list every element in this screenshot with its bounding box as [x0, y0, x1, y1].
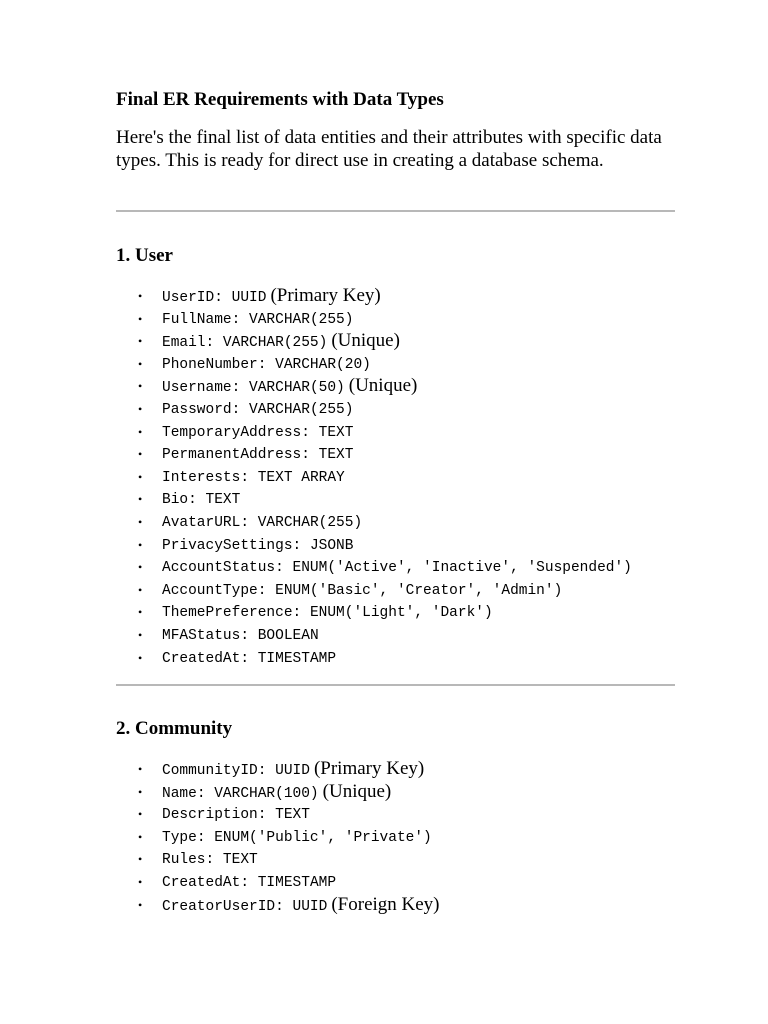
- attribute-type: VARCHAR(255): [222, 335, 328, 352]
- attribute-constraint: (Unique): [322, 780, 392, 802]
- attribute-name: UserID: [162, 290, 215, 306]
- attribute-name: Name: [162, 785, 197, 802]
- attribute-type: VARCHAR(255): [249, 311, 354, 328]
- bullet-icon: •: [138, 582, 143, 597]
- list-item: [116, 375, 676, 398]
- attribute-type: TEXT: [205, 492, 241, 509]
- bullet-icon: •: [138, 356, 143, 371]
- section-heading-user: 1. User: [116, 245, 173, 266]
- bullet-icon: •: [138, 311, 143, 326]
- attribute-name: CreatorUserID: [162, 898, 276, 915]
- list-item: [116, 285, 676, 308]
- divider: [116, 684, 675, 686]
- attribute-separator: :: [196, 785, 215, 802]
- attribute-separator: :: [257, 763, 276, 779]
- attribute-type: VARCHAR(100): [214, 785, 319, 802]
- attribute-type: TEXT: [318, 424, 354, 441]
- divider: [116, 210, 675, 212]
- bullet-icon: •: [138, 447, 143, 462]
- bullet-icon: •: [138, 379, 143, 394]
- attribute-type: BOOLEAN: [257, 627, 319, 644]
- list-item: [116, 511, 676, 534]
- list-item: [116, 624, 676, 647]
- bullet-icon: •: [138, 784, 143, 799]
- attribute-separator: :: [292, 605, 310, 622]
- attribute-name: Username: [162, 380, 232, 397]
- attribute-separator: :: [240, 514, 258, 531]
- attribute-name: CreatedAt: [162, 874, 241, 891]
- list-item: [116, 579, 676, 602]
- attribute-name: Password: [162, 401, 232, 418]
- attribute-constraint: (Primary Key): [313, 758, 425, 779]
- list-item: [116, 647, 676, 670]
- attribute-separator: :: [231, 311, 250, 328]
- attribute-type: UUID: [231, 290, 267, 306]
- attribute-type: TIMESTAMP: [257, 874, 337, 891]
- bullet-icon: •: [138, 829, 143, 844]
- attribute-type: ENUM('Active', 'Inactive', 'Suspended'): [292, 560, 632, 577]
- list-item: [116, 308, 676, 331]
- attribute-separator: :: [240, 650, 258, 667]
- list-item: [116, 758, 676, 781]
- bullet-icon: •: [138, 605, 143, 620]
- attribute-name: Bio: [162, 492, 189, 509]
- attribute-type: ENUM('Light', 'Dark'): [309, 605, 493, 622]
- attribute-separator: :: [205, 335, 223, 352]
- attribute-type: UUID: [275, 763, 310, 779]
- attribute-type: JSONB: [309, 537, 354, 554]
- list-item: [116, 488, 676, 511]
- attribute-name: PhoneNumber: [162, 356, 258, 373]
- attribute-name: PrivacySettings: [162, 537, 293, 554]
- attribute-type: VARCHAR(255): [249, 401, 354, 418]
- attribute-name: Email: [162, 335, 206, 352]
- attribute-separator: :: [196, 829, 215, 846]
- attribute-type: TEXT: [222, 852, 258, 869]
- bullet-icon: •: [138, 334, 143, 349]
- bullet-icon: •: [138, 874, 143, 889]
- attribute-type: VARCHAR(50): [249, 380, 345, 397]
- attribute-separator: :: [205, 852, 223, 869]
- bullet-icon: •: [138, 514, 143, 529]
- bullet-icon: •: [138, 537, 143, 552]
- attribute-type: ENUM('Public', 'Private'): [214, 829, 432, 846]
- list-item: [116, 466, 676, 489]
- list-item: [116, 421, 676, 444]
- document-title: Final ER Requirements with Data Types: [116, 89, 444, 110]
- attribute-type: TEXT: [275, 807, 310, 824]
- attribute-name: ThemePreference: [162, 605, 293, 622]
- community-attribute-list: [116, 758, 676, 916]
- attribute-type: VARCHAR(255): [257, 514, 363, 531]
- bullet-icon: •: [138, 650, 143, 665]
- attribute-type: UUID: [292, 898, 328, 915]
- attribute-separator: :: [275, 560, 293, 577]
- attribute-name: AccountType: [162, 582, 258, 599]
- attribute-type: TEXT: [318, 447, 354, 464]
- attribute-name: Type: [162, 829, 197, 846]
- attribute-separator: :: [301, 424, 319, 441]
- attribute-constraint: (Foreign Key): [331, 893, 440, 915]
- attribute-name: AccountStatus: [162, 560, 276, 577]
- attribute-separator: :: [240, 469, 258, 486]
- attribute-type: TIMESTAMP: [257, 650, 337, 667]
- intro-paragraph: Here's the final list of data entities and their attributes with specific data types. This is ready for direct use in creating a database schema.: [116, 127, 662, 171]
- bullet-icon: •: [138, 852, 143, 867]
- attribute-name: PermanentAddress: [162, 447, 302, 464]
- list-item: [116, 871, 676, 894]
- attribute-separator: :: [188, 492, 206, 509]
- attribute-constraint: (Unique): [331, 330, 400, 352]
- bullet-icon: •: [138, 560, 143, 575]
- attribute-separator: :: [257, 582, 276, 599]
- attribute-separator: :: [257, 807, 276, 824]
- list-item: [116, 534, 676, 557]
- list-item: [116, 330, 676, 353]
- list-item: [116, 353, 676, 376]
- bullet-icon: •: [138, 627, 143, 642]
- attribute-type: TEXT ARRAY: [257, 469, 345, 486]
- attribute-name: CommunityID: [162, 763, 258, 779]
- bullet-icon: •: [138, 492, 143, 507]
- list-item: [116, 848, 676, 871]
- attribute-type: ENUM('Basic', 'Creator', 'Admin'): [275, 582, 563, 599]
- list-item: [116, 781, 676, 804]
- attribute-name: Interests: [162, 469, 241, 486]
- attribute-constraint: (Unique): [348, 375, 418, 397]
- attribute-name: Rules: [162, 852, 206, 869]
- list-item: [116, 803, 676, 826]
- attribute-name: CreatedAt: [162, 650, 241, 667]
- list-item: [116, 894, 676, 917]
- attribute-separator: :: [240, 627, 258, 644]
- section-heading-community: 2. Community: [116, 718, 233, 739]
- attribute-separator: :: [240, 874, 258, 891]
- bullet-icon: •: [138, 469, 143, 484]
- attribute-name: FullName: [162, 311, 232, 328]
- list-item: [116, 826, 676, 849]
- attribute-separator: :: [292, 537, 310, 554]
- attribute-separator: :: [257, 356, 276, 373]
- attribute-type: VARCHAR(20): [275, 356, 371, 373]
- attribute-name: Description: [162, 807, 258, 824]
- user-attribute-list: [116, 285, 676, 669]
- list-item: [116, 556, 676, 579]
- list-item: [116, 398, 676, 421]
- attribute-separator: :: [301, 447, 319, 464]
- attribute-separator: :: [231, 380, 250, 397]
- bullet-icon: •: [138, 762, 143, 776]
- list-item: [116, 443, 676, 466]
- bullet-icon: •: [138, 897, 143, 912]
- bullet-icon: •: [138, 807, 143, 822]
- attribute-separator: :: [231, 401, 250, 418]
- attribute-name: AvatarURL: [162, 514, 241, 531]
- attribute-separator: :: [214, 290, 232, 306]
- attribute-name: MFAStatus: [162, 627, 241, 644]
- bullet-icon: •: [138, 424, 143, 439]
- bullet-icon: •: [138, 289, 143, 303]
- list-item: [116, 601, 676, 624]
- attribute-separator: :: [275, 898, 293, 915]
- attribute-constraint: (Primary Key): [270, 285, 381, 306]
- attribute-name: TemporaryAddress: [162, 424, 302, 441]
- bullet-icon: •: [138, 401, 143, 416]
